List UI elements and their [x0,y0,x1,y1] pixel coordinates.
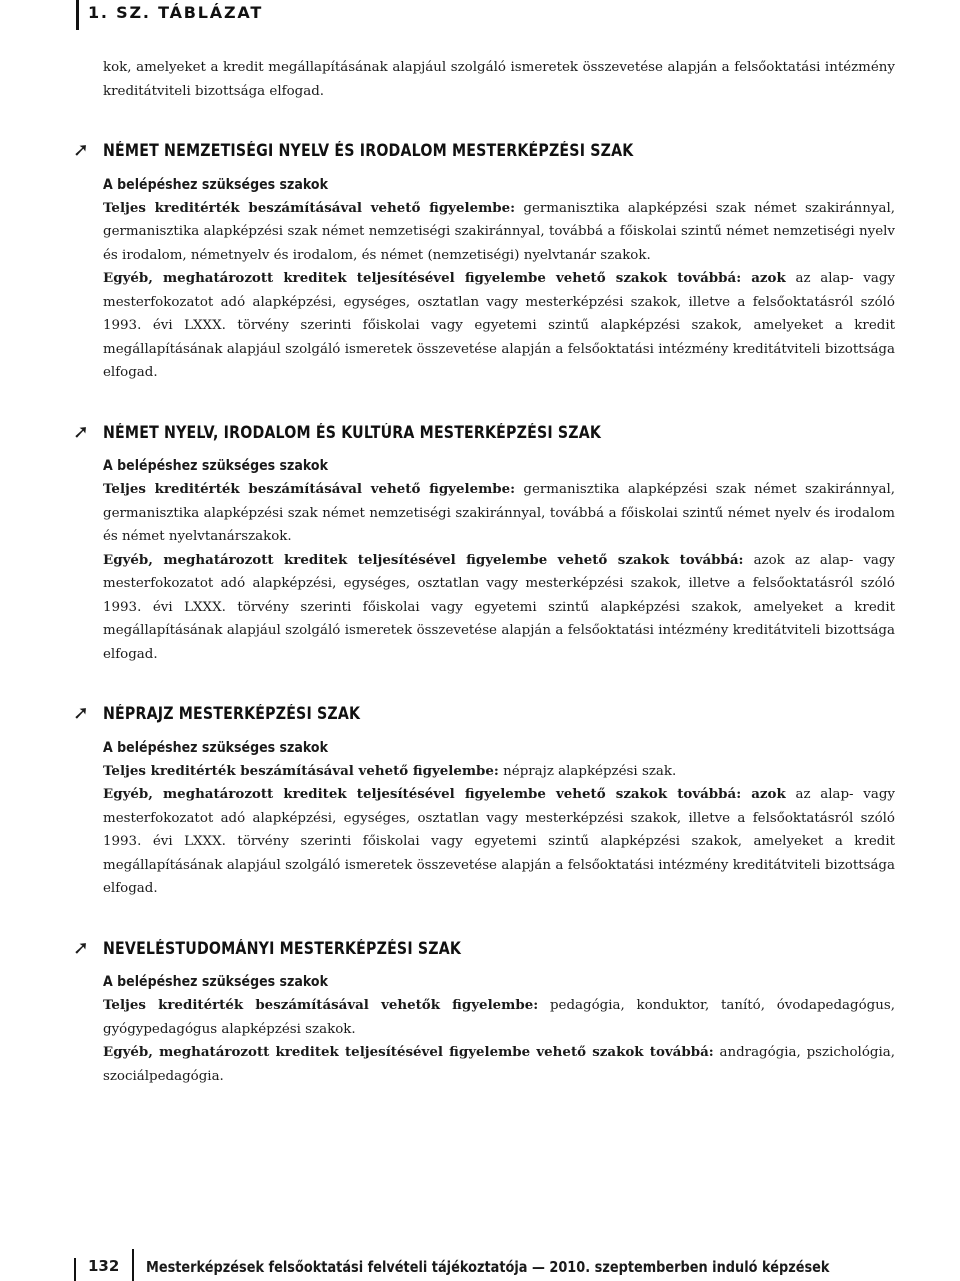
full-credit-text: germanisztika alapképzési szak német szakiránnyal, germanisztika alapképzési szak német nemzetiségi szakiránnyal, továbbá a főiskolai szintű német nyelv és irodalom és német nyelvtanárszakok. [103,482,895,544]
intro-paragraph: kok, amelyeket a kredit megállapításának alapjául szolgáló ismeretek összevetése alapján a felsőoktatási intézmény kreditátviteli bizottsága elfogad. [103,60,895,99]
section-neprajz [73,702,895,901]
page-number: 132 [88,1257,120,1275]
section-title: NÉMET NYELV, IRODALOM ÉS KULTÚRA MESTERKÉPZÉSI SZAK [103,422,602,442]
section-subheading: A belépéshez szükséges szakok [103,739,328,756]
other-credit-label: Egyéb, meghatározott kreditek teljesítésével figyelembe vehető szakok továbbá: [103,1044,714,1060]
arrow-up-right-icon: ➚ [73,936,89,959]
header-rule [76,0,79,30]
full-credit-text: germanisztika alapképzési szak német szakiránnyal, germanisztika alapképzési szak német nemzetiségi szakiránnyal, továbbá a főiskolai szintű német nemzetiségi nyelv és irodalom, németnyelv és irodalom, és német (nemzetiségi) nyelvtanár szakok. [103,200,895,263]
section-heading [73,936,895,961]
other-credit-text: az alap- vagy mesterfokozatot adó alapképzési, egységes, osztatlan vagy mesterképzési szakok, illetve a felsőoktatásról szóló 1993. évi LXXX. törvény szerinti főiskolai vagy egyetemi szintű alapképzési szakok, amelyeket a kredit megállapításának alapjául szolgáló ismeretek összevetése alapján a felsőoktatási intézmény kreditátviteli bizottsága elfogad. [103,787,895,896]
section-neveléstudomanyi [73,936,895,1089]
full-credit-text: néprajz alapképzési szak. [503,763,677,779]
arrow-up-right-icon: ➚ [73,420,89,443]
footer-title: Mesterképzések felsőoktatási felvételi tájékoztatója — 2010. szeptemberben induló képzések [146,1258,830,1276]
page-header-title: 1. SZ. TÁBLÁZAT [88,3,264,22]
full-credit-paragraph [103,760,895,784]
arrow-up-right-icon: ➚ [73,139,89,162]
other-credit-label: Egyéb, meghatározott kreditek teljesítésével figyelembe vehető szakok továbbá: [103,551,744,568]
other-credit-text: az alap- vagy mesterfokozatot adó alapképzési, egységes, osztatlan vagy mesterképzési szakok, illetve a felsőoktatásról szóló 1993. évi LXXX. törvény szerinti főiskolai vagy egyetemi szintű alapképzési szakok, amelyeket a kredit megállapításának alapjául szolgáló ismeretek összevetése alapján a felsőoktatási intézmény kreditátviteli bizottsága elfogad. [103,271,895,380]
section-heading [73,420,895,445]
footer-left-rule [74,1258,76,1281]
full-credit-label: Teljes kreditérték beszámításával vehető figyelembe: [103,199,516,216]
other-credit-label: Egyéb, meghatározott kreditek teljesítésével figyelembe vehető szakok továbbá: azok [103,270,786,286]
full-credit-label: Teljes kreditérték beszámításával vehető figyelembe: [103,481,516,497]
section-subheading: A belépéshez szükséges szakok [103,974,328,990]
other-credit-text: andragógia, pszichológia, szociálpedagógia. [103,1045,895,1084]
section-nemet-nemzetisegi [73,139,895,385]
section-heading [73,702,895,726]
full-credit-paragraph [103,478,895,549]
page-content [73,56,896,1088]
section-subheading: A belépéshez szükséges szakok [103,176,328,193]
other-credit-paragraph [103,267,895,385]
section-title: NÉMET NEMZETISÉGI NYELV ÉS IRODALOM MESTERKÉPZÉSI SZAK [103,141,634,160]
section-title: NÉPRAJZ MESTERKÉPZÉSI SZAK [103,704,361,723]
section-subheading: A belépéshez szükséges szakok [103,458,328,474]
section-heading [73,139,895,163]
full-credit-paragraph [103,197,895,268]
arrow-up-right-icon: ➚ [73,702,89,725]
section-title: NEVELÉSTUDOMÁNYI MESTERKÉPZÉSI SZAK [103,938,462,958]
section-nemet-nyelv [73,420,896,667]
footer-separator [132,1249,134,1281]
full-credit-paragraph [103,994,895,1041]
other-credit-text: azok az alap- vagy mesterfokozatot adó alapképzési, egységes, osztatlan vagy mesterképzési szakok, illetve a felsőoktatásról szóló 1993. évi LXXX. törvény szerinti főiskolai vagy egyetemi szintű alapképzési szakok, amelyeket a kredit megállapításának alapjául szolgáló ismeretek összevetése alapján a felsőoktatási intézmény kreditátviteli bizottsága elfogad. [103,552,896,662]
full-credit-label: Teljes kreditérték beszámításával vehetők figyelembe: [103,997,539,1013]
other-credit-paragraph [103,549,895,667]
other-credit-label: Egyéb, meghatározott kreditek teljesítésével figyelembe vehető szakok továbbá: azok [103,786,786,802]
full-credit-label: Teljes kreditérték beszámításával vehető figyelembe: [103,762,499,779]
full-credit-text: pedagógia, konduktor, tanító, óvodapedagógus, gyógypedagógus alapképzési szakok. [103,998,895,1037]
other-credit-paragraph [103,1041,895,1088]
other-credit-paragraph [103,783,895,901]
